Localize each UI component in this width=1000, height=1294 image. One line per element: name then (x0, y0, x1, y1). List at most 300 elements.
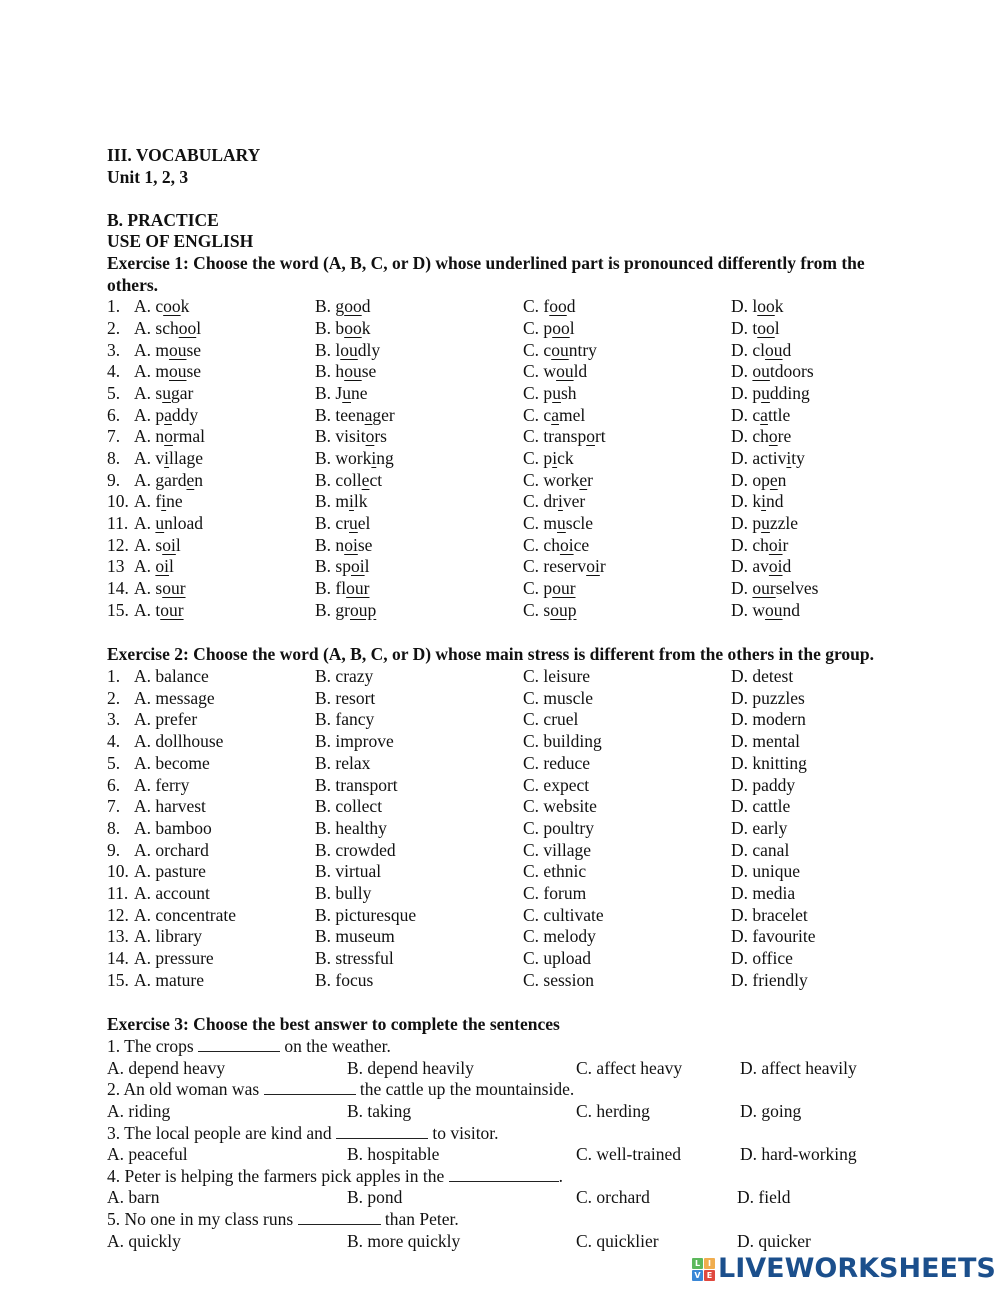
stem-text-rest: than Peter. (380, 1209, 459, 1230)
option-text: A. m (134, 339, 169, 360)
underlined-part: our (162, 578, 186, 599)
option-text: D. w (731, 599, 766, 620)
question-number: 9. (107, 839, 121, 860)
option-a[interactable]: A. account (134, 882, 210, 903)
option-b[interactable]: B. resort (315, 687, 376, 708)
option-d[interactable]: D. bracelet (731, 904, 808, 925)
option-text-rest: ng (376, 447, 394, 468)
option-text: C. p (523, 447, 553, 468)
question-row (107, 405, 907, 427)
option-a[interactable]: A. pasture (134, 861, 206, 882)
part-title: B. PRACTICE (107, 209, 219, 230)
option-text-rest: ct (369, 469, 383, 490)
option-b[interactable] (315, 318, 370, 340)
option-b[interactable]: B. hospitable (347, 1144, 440, 1165)
option-a[interactable]: A. dollhouse (134, 731, 224, 752)
option-a[interactable] (134, 361, 201, 383)
question-stem (107, 1166, 907, 1188)
option-b[interactable] (315, 513, 370, 535)
option-d[interactable] (731, 361, 814, 383)
question-number: 12. (107, 904, 129, 925)
option-c[interactable] (523, 491, 585, 513)
option-b[interactable]: B. crazy (315, 666, 374, 687)
underlined-part: e (769, 469, 778, 490)
option-text-rest: k (180, 296, 190, 317)
question-number: 3. (107, 709, 121, 730)
option-c[interactable]: C. well-trained (576, 1144, 681, 1165)
option-text-rest: llage (169, 447, 204, 468)
underlined-part: u (342, 382, 351, 403)
option-text: A. m (134, 361, 169, 382)
option-a[interactable]: A. bamboo (134, 817, 212, 838)
option-d[interactable]: D. cattle (731, 796, 791, 817)
option-text: D. av (731, 556, 769, 577)
option-text-rest: ntry (568, 339, 597, 360)
option-text: D. cl (731, 339, 766, 360)
underlined-part: ou (169, 361, 187, 382)
underlined-part: oi (344, 534, 358, 555)
option-text: A. c (134, 296, 164, 317)
option-c[interactable]: C. quicklier (576, 1230, 659, 1251)
option-text-rest: se (357, 534, 373, 555)
option-a[interactable]: A. become (134, 752, 210, 773)
question-row (107, 905, 907, 927)
question-stem (107, 1036, 907, 1058)
option-text-rest: d (782, 339, 792, 360)
underlined-part: oi (559, 534, 574, 555)
option-a[interactable]: A. barn (107, 1187, 160, 1208)
option-text: D. t (731, 317, 758, 338)
worksheet-page (107, 145, 907, 1252)
option-b[interactable]: B. crowded (315, 839, 396, 860)
option-a[interactable] (134, 296, 189, 318)
option-c[interactable] (523, 578, 576, 600)
option-d[interactable]: D. hard-working (740, 1144, 857, 1165)
option-d[interactable]: D. going (740, 1100, 802, 1121)
option-c[interactable]: C. leisure (523, 666, 591, 687)
question-row (107, 883, 907, 905)
option-text-rest: k (774, 296, 784, 317)
question-number: 13 (107, 556, 125, 577)
underlined-part: u (162, 382, 171, 403)
question-row (107, 535, 907, 557)
underlined-part: i (761, 491, 767, 512)
option-b[interactable]: B. healthy (315, 817, 387, 838)
option-a[interactable]: A. riding (107, 1100, 171, 1121)
option-a[interactable]: A. library (134, 926, 203, 947)
underlined-part: i (161, 491, 167, 512)
option-c[interactable]: C. cruel (523, 709, 579, 730)
logo-text: LIVEWORKSHEETS (718, 1253, 996, 1284)
option-c[interactable] (523, 383, 577, 405)
option-b[interactable]: B. relax (315, 752, 371, 773)
option-c[interactable]: C. website (523, 796, 597, 817)
question-number: 14. (107, 948, 129, 968)
option-d[interactable]: D. quicker (737, 1230, 811, 1251)
underlined-part: i (552, 447, 558, 468)
question-row (107, 491, 907, 513)
question-row (107, 688, 907, 710)
option-a[interactable] (134, 383, 193, 405)
underlined-part: our (160, 599, 184, 620)
option-d[interactable]: D. favourite (731, 926, 816, 947)
option-d[interactable] (731, 535, 788, 557)
question-number: 1. (107, 666, 121, 687)
option-text: C. w (523, 361, 557, 382)
question-row (107, 578, 907, 600)
stem-text-rest: on the weather. (280, 1035, 391, 1056)
option-b[interactable]: B. taking (347, 1100, 412, 1121)
option-b[interactable]: B. depend heavily (347, 1057, 474, 1078)
option-d[interactable] (731, 318, 780, 340)
option-text-rest: nload (164, 513, 204, 534)
answer-blank[interactable] (198, 1036, 280, 1052)
option-text-rest: l (569, 317, 575, 338)
option-a[interactable] (134, 600, 184, 622)
underlined-part: ou (344, 361, 362, 382)
stem-text: 2. An old woman was (107, 1079, 264, 1100)
option-c[interactable] (523, 556, 606, 578)
option-d[interactable] (731, 383, 810, 405)
option-b[interactable]: B. stressful (315, 948, 394, 968)
option-text: D. (731, 361, 753, 382)
option-text-rest: rmal (172, 426, 205, 447)
logo-letter-v: V (692, 1270, 703, 1281)
question-number: 3. (107, 339, 121, 360)
underlined-part: oo (757, 296, 775, 317)
question-row (107, 296, 907, 318)
option-a[interactable] (134, 426, 205, 448)
option-a[interactable] (134, 578, 186, 600)
option-b[interactable] (315, 470, 382, 492)
option-c[interactable]: C. affect heavy (576, 1057, 683, 1078)
underlined-part: oi (768, 534, 783, 555)
option-c[interactable] (523, 405, 585, 427)
option-b[interactable] (315, 383, 368, 405)
option-text-rest: tdoors (769, 361, 814, 382)
option-text: C. work (523, 469, 580, 490)
option-b[interactable] (315, 600, 376, 622)
underlined-part: i (164, 447, 170, 468)
stem-text: 3. The local people are kind and (107, 1122, 337, 1143)
question-number: 15. (107, 969, 129, 990)
underlined-part: oi (162, 534, 176, 555)
option-a[interactable]: A. mature (134, 969, 204, 990)
option-c[interactable] (523, 426, 606, 448)
question-number: 8. (107, 817, 121, 838)
option-a[interactable]: A. concentrate (134, 904, 237, 925)
underlined-part: ou (340, 339, 358, 360)
option-c[interactable]: C. herding (576, 1100, 650, 1121)
option-d[interactable]: D. detest (731, 666, 794, 687)
option-b[interactable] (315, 426, 387, 448)
option-b[interactable]: B. virtual (315, 861, 382, 882)
option-text-rest: se (186, 339, 202, 360)
question-row (107, 948, 907, 970)
answer-blank[interactable] (264, 1079, 356, 1095)
option-d[interactable]: D. unique (731, 861, 801, 882)
option-text: A. f (134, 491, 162, 512)
answer-blank[interactable] (336, 1123, 428, 1139)
question-row (107, 753, 907, 775)
option-c[interactable] (523, 600, 576, 622)
question-row (107, 318, 907, 340)
option-d[interactable]: D. friendly (731, 969, 808, 990)
option-a[interactable] (134, 491, 183, 513)
question-number: 2. (107, 687, 121, 708)
option-a[interactable]: A. depend heavy (107, 1057, 226, 1078)
option-b[interactable]: B. fancy (315, 709, 375, 730)
option-b[interactable]: B. transport (315, 774, 398, 795)
option-d[interactable] (731, 513, 798, 535)
option-a[interactable] (134, 556, 174, 578)
option-a[interactable]: A. message (134, 687, 215, 708)
option-text: D. l (731, 296, 758, 317)
option-a[interactable]: A. quickly (107, 1230, 181, 1251)
underlined-part: our (552, 578, 576, 599)
option-text: B. sp (315, 556, 351, 577)
option-c[interactable] (523, 513, 593, 535)
option-text: A. s (134, 578, 163, 599)
option-b[interactable] (315, 448, 394, 470)
option-c[interactable] (523, 535, 589, 557)
option-text: B. fl (315, 578, 347, 599)
question-row (107, 775, 907, 797)
question-number: 11. (107, 882, 129, 903)
option-a[interactable] (134, 470, 203, 492)
underlined-part: o (768, 426, 778, 447)
option-c[interactable] (523, 470, 593, 492)
option-text-rest: n (194, 469, 204, 490)
option-b[interactable]: B. bully (315, 882, 372, 903)
option-d[interactable]: D. mental (731, 731, 801, 752)
option-text-rest: l (774, 317, 780, 338)
underlined-part: ou (551, 339, 569, 360)
option-text-rest: n (777, 469, 787, 490)
option-text: A. p (134, 404, 165, 425)
exercise3-list (107, 1036, 907, 1252)
option-d[interactable]: D. media (731, 882, 796, 903)
option-text: C. p (523, 382, 553, 403)
option-d[interactable]: D. knitting (731, 752, 807, 773)
option-text: C. p (523, 578, 553, 599)
option-text-rest: rs (374, 426, 387, 447)
option-b[interactable]: B. collect (315, 796, 383, 817)
option-a[interactable]: A. ferry (134, 774, 190, 795)
option-c[interactable] (523, 361, 587, 383)
question-number: 9. (107, 469, 121, 490)
option-c[interactable]: C. muscle (523, 687, 593, 708)
underlined-part: o (164, 426, 173, 447)
option-a[interactable] (134, 405, 198, 427)
option-a[interactable] (134, 318, 201, 340)
option-text: D. (731, 578, 753, 599)
option-text: B. l (315, 339, 341, 360)
option-c[interactable]: C. melody (523, 926, 596, 947)
option-d[interactable] (731, 426, 791, 448)
option-text-rest: r (782, 534, 789, 555)
option-text: C. dr (523, 491, 558, 512)
option-d[interactable] (731, 448, 805, 470)
option-b[interactable]: B. museum (315, 926, 395, 947)
option-b[interactable] (315, 491, 368, 513)
option-c[interactable] (523, 318, 575, 340)
option-a[interactable]: A. balance (134, 666, 209, 687)
option-text-rest: d (361, 296, 371, 317)
option-b[interactable] (315, 535, 372, 557)
question-number: 6. (107, 404, 121, 425)
option-text-rest: gar (170, 382, 194, 403)
option-b[interactable] (315, 578, 369, 600)
option-d[interactable]: D. canal (731, 839, 790, 860)
option-b[interactable] (315, 340, 380, 362)
question-row (107, 470, 907, 492)
option-b[interactable]: B. more quickly (347, 1230, 461, 1251)
underlined-part: ou (556, 361, 574, 382)
option-b[interactable]: B. picturesque (315, 904, 417, 925)
underlined-part: a (551, 404, 559, 425)
option-c[interactable]: C. ethnic (523, 861, 587, 882)
option-d[interactable] (731, 556, 791, 578)
option-a[interactable] (134, 448, 203, 470)
question-row (107, 731, 907, 753)
underlined-part: ou (765, 339, 783, 360)
question-number: 10. (107, 861, 129, 882)
option-c[interactable]: C. orchard (576, 1187, 650, 1208)
option-a[interactable]: A. prefer (134, 709, 198, 730)
underlined-part: u (349, 513, 358, 534)
underlined-part: i (558, 491, 563, 512)
question-row (107, 926, 907, 948)
option-c[interactable]: C. building (523, 731, 602, 752)
question-row (107, 861, 907, 883)
option-text-rest: k (361, 317, 371, 338)
option-d[interactable]: D. field (737, 1187, 791, 1208)
underlined-part: o (586, 426, 595, 447)
logo-letter-i: I (704, 1258, 715, 1269)
option-text: B. m (315, 491, 350, 512)
option-c[interactable]: C. cultivate (523, 904, 604, 925)
option-text: B. visit (315, 426, 366, 447)
question-number: 12. (107, 534, 129, 555)
option-c[interactable]: C. forum (523, 882, 587, 903)
exercise2-list (107, 666, 907, 991)
underlined-part: ou (765, 599, 783, 620)
underlined-part: u (155, 513, 165, 534)
option-text: D. k (731, 491, 762, 512)
option-c[interactable] (523, 340, 597, 362)
question-number: 10. (107, 491, 129, 512)
option-text: D. activ (731, 447, 787, 468)
option-d[interactable] (731, 470, 786, 492)
option-a[interactable] (134, 340, 201, 362)
option-a[interactable]: A. orchard (134, 839, 209, 860)
option-c[interactable]: C. reduce (523, 752, 591, 773)
answer-blank[interactable] (298, 1209, 381, 1225)
option-c[interactable]: C. upload (523, 948, 592, 968)
option-text-rest: lk (353, 491, 368, 512)
option-d[interactable]: D. office (731, 948, 793, 968)
stem-text: 5. No one in my class runs (107, 1209, 298, 1230)
option-b[interactable] (315, 296, 370, 318)
option-c[interactable]: C. poultry (523, 817, 594, 838)
option-b[interactable] (315, 361, 376, 383)
option-text-rest: l (169, 556, 174, 577)
underlined-part: oo (163, 296, 181, 317)
option-b[interactable]: B. focus (315, 969, 374, 990)
option-text: B. cr (315, 513, 350, 534)
option-a[interactable] (134, 535, 181, 557)
option-a[interactable]: A. peaceful (107, 1144, 188, 1165)
option-a[interactable]: A. pressure (134, 948, 214, 968)
underlined-part: oo (178, 317, 197, 338)
option-text: C. transp (523, 426, 587, 447)
stem-text: 4. Peter is helping the farmers pick apples in the (107, 1165, 449, 1186)
question-number: 4. (107, 731, 121, 752)
option-d[interactable] (731, 578, 819, 600)
option-text: A. sch (134, 317, 179, 338)
question-number: 5. (107, 752, 121, 773)
option-text: D. op (731, 469, 770, 490)
option-c[interactable]: C. session (523, 969, 594, 990)
answer-blank[interactable] (449, 1166, 559, 1182)
underlined-part: oi (586, 556, 600, 577)
option-d[interactable] (731, 600, 800, 622)
exercise1-title: Exercise 1: Choose the word (A, B, C, or D) whose underlined part is pronounced differently from the others. (107, 252, 865, 295)
section-title: III. VOCABULARY (107, 145, 261, 165)
option-text: C. reserv (523, 556, 587, 577)
option-b[interactable]: B. pond (347, 1187, 403, 1208)
option-d[interactable]: D. modern (731, 709, 806, 730)
option-text: A. gard (134, 469, 187, 490)
option-text-rest: d (566, 296, 576, 317)
option-b[interactable] (315, 556, 369, 578)
option-c[interactable]: C. village (523, 839, 592, 860)
underlined-part: our (752, 578, 776, 599)
option-a[interactable] (134, 513, 203, 535)
option-text: D. ch (731, 426, 769, 447)
option-d[interactable] (731, 491, 784, 513)
option-d[interactable] (731, 340, 791, 362)
question-number: 4. (107, 361, 121, 382)
option-text-rest: l (196, 317, 202, 338)
option-text: C. s (523, 599, 551, 620)
option-c[interactable]: C. expect (523, 774, 590, 795)
question-row (107, 448, 907, 470)
options-row (107, 1231, 907, 1253)
option-d[interactable]: D. puzzles (731, 687, 805, 708)
option-text-rest: rt (594, 426, 606, 447)
option-text-rest: zzle (769, 513, 799, 534)
option-d[interactable]: D. affect heavily (740, 1057, 857, 1078)
option-text-rest: ne (350, 382, 368, 403)
option-b[interactable]: B. improve (315, 731, 394, 752)
option-d[interactable]: D. paddy (731, 774, 796, 795)
option-b[interactable] (315, 405, 395, 427)
option-d[interactable] (731, 296, 784, 318)
option-c[interactable] (523, 448, 574, 470)
underlined-part: ou (752, 361, 770, 382)
unit-label: Unit 1, 2, 3 (107, 166, 189, 187)
option-text-rest: se (186, 361, 202, 382)
option-d[interactable]: D. early (731, 817, 788, 838)
option-d[interactable] (731, 405, 790, 427)
question-row (107, 709, 907, 731)
option-c[interactable] (523, 296, 576, 318)
option-a[interactable]: A. harvest (134, 796, 206, 817)
underlined-part: u (557, 513, 566, 534)
option-text: B. work (315, 447, 372, 468)
